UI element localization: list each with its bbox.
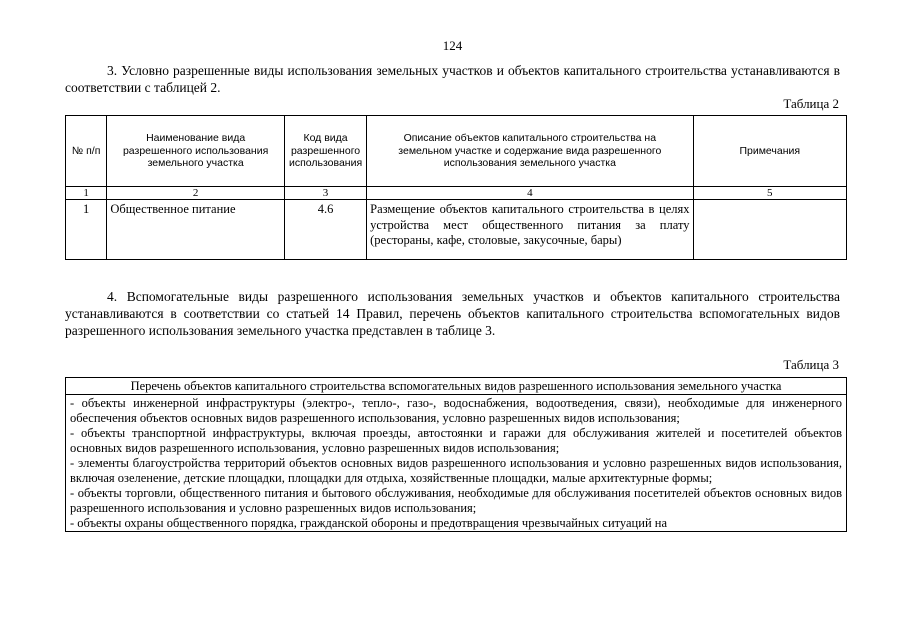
header-name: Наименование вида разрешенного использования земельного участка	[107, 116, 285, 187]
paragraph-4: 4. Вспомогательные виды разрешенного использования земельных участков и объектов капитального строительства устанавливаются в соответствии со статьей 14 Правил, перечень объектов капитального строительства вспомогательных видов разрешенного использования земельного участка представлен в таблице 3.	[65, 289, 840, 338]
list-item: - объекты торговли, общественного питания и бытового обслуживания, необходимые для обслуживания посетителей объектов основных видов разрешенного использования и условно разрешенных видов использования;	[70, 486, 842, 515]
table-row	[66, 200, 847, 260]
col-number: 1	[66, 187, 107, 200]
col-number: 2	[107, 187, 285, 200]
header-num: № п/п	[66, 116, 107, 187]
header-note: Примечания	[693, 116, 846, 187]
table-3-header: Перечень объектов капитального строительства вспомогательных видов разрешенного использования земельного участка	[66, 378, 847, 395]
row-note	[693, 200, 846, 260]
paragraph-3: 3. Условно разрешенные виды использования земельных участков и объектов капитального строительства устанавливаются в соответствии с таблицей 2.	[65, 63, 840, 95]
list-item: - объекты охраны общественного порядка, гражданской обороны и предотвращения чрезвычайных ситуаций на	[70, 516, 667, 530]
row-num: 1	[66, 200, 107, 260]
table-2	[65, 115, 847, 260]
col-number: 5	[693, 187, 846, 200]
row-name: Общественное питание	[107, 200, 285, 260]
col-number: 4	[367, 187, 693, 200]
list-item: - объекты инженерной инфраструктуры (электро-, тепло-, газо-, водоснабжения, водоотведения, связи), необходимые для инженерного обеспечения объектов основных видов разрешенного использования, условно разрешенных видов использования;	[70, 396, 842, 425]
header-code: Код вида разрешенного использования	[284, 116, 366, 187]
table-3-body-row	[66, 395, 847, 532]
col-number: 3	[284, 187, 366, 200]
table-3-caption: Таблица 3	[783, 357, 839, 372]
list-item: - элементы благоустройства территорий объектов основных видов разрешенного использования и условно разрешенных видов использования, включая озеленение, детские площадки, площадки для отдыха, хозяйственные площадки, малые архитектурные формы;	[70, 456, 842, 485]
page-number: 124	[442, 38, 463, 53]
table-2-column-numbers	[66, 187, 847, 200]
list-item: - объекты транспортной инфраструктуры, включая проезды, автостоянки и гаражи для обслуживания жителей и посетителей объектов основных видов разрешенного использования, условно разрешенных видов использования;	[70, 426, 842, 455]
table-2-header-row	[66, 116, 847, 187]
header-desc: Описание объектов капитального строительства на земельном участке и содержание вида разрешенного использования земельного участка	[367, 116, 693, 187]
table-3-body	[66, 395, 847, 532]
table-3	[65, 377, 847, 532]
table-2-caption: Таблица 2	[783, 96, 839, 111]
table-3-header-row	[66, 378, 847, 395]
row-code: 4.6	[284, 200, 366, 260]
row-desc: Размещение объектов капитального строительства в целях устройства мест общественного питания за плату (рестораны, кафе, столовые, закусочные, бары)	[367, 200, 693, 260]
